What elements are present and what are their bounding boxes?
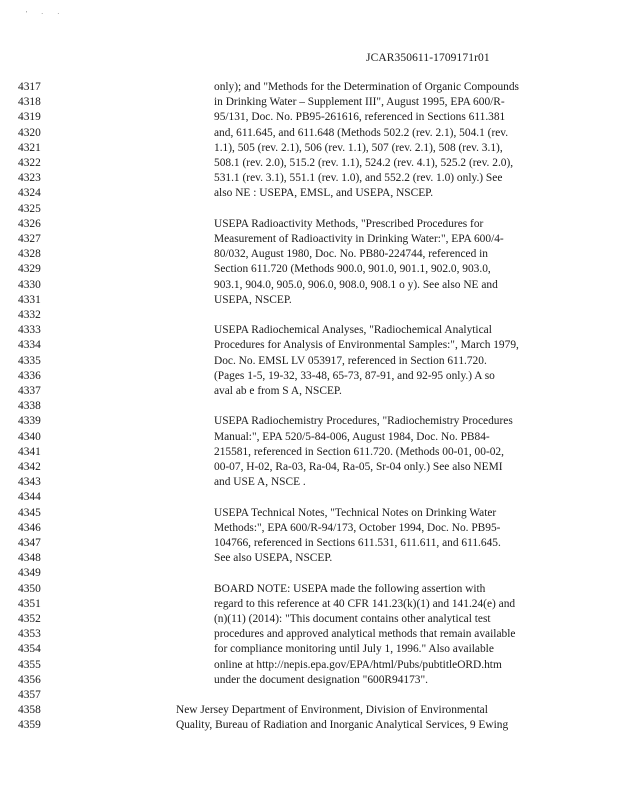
line-text: USEPA Radiochemistry Procedures, "Radiochemistry Procedures [214, 415, 513, 428]
line-number: 4350 [18, 582, 41, 595]
line-number: 4336 [18, 369, 41, 382]
line-text: for compliance monitoring until July 1, 1996." Also available [214, 643, 494, 656]
line-number: 4341 [18, 445, 41, 458]
line-text: 215581, referenced in Section 611.720. (Methods 00-01, 00-02, [214, 445, 504, 458]
line-text: USEPA Radioactivity Methods, "Prescribed Procedures for [214, 217, 484, 230]
line-number: 4351 [18, 597, 41, 610]
line-number: 4326 [18, 217, 41, 230]
line-number: 4346 [18, 521, 41, 534]
line-text: USEPA, NSCEP. [214, 293, 292, 306]
scan-marks: ' · · [26, 10, 66, 18]
line-number: 4324 [18, 187, 41, 200]
line-number: 4358 [18, 704, 41, 717]
line-number: 4319 [18, 111, 41, 124]
line-number: 4325 [18, 202, 41, 215]
line-text: 95/131, Doc. No. PB95-261616, referenced in Sections 611.381 [214, 111, 506, 124]
line-text: New Jersey Department of Environment, Division of Environmental [176, 704, 488, 717]
line-text: 531.1 (rev. 3.1), 551.1 (rev. 1.0), and 552.2 (rev. 1.0) only.) See [214, 172, 503, 185]
line-number: 4359 [18, 719, 41, 732]
line-number: 4328 [18, 248, 41, 261]
line-text: Procedures for Analysis of Environmental Samples:", March 1979, [214, 339, 519, 352]
line-number: 4342 [18, 461, 41, 473]
line-number: 4338 [18, 400, 41, 413]
line-text: Methods:", EPA 600/R-94/173, October 1994, Doc. No. PB95- [214, 521, 501, 534]
line-number: 4337 [18, 385, 41, 397]
line-number: 4331 [18, 293, 41, 306]
line-text: regard to this reference at 40 CFR 141.23(k)(1) and 141.24(e) and [214, 597, 516, 610]
line-text: (n)(11) (2014): "This document contains other analytical test [214, 613, 491, 625]
line-text: aval ab e from S A, NSCEP. [214, 385, 342, 397]
line-number: 4339 [18, 415, 41, 428]
line-text: Section 611.720 (Methods 900.0, 901.0, 901.1, 902.0, 903.0, [214, 263, 491, 276]
line-number: 4349 [18, 567, 41, 580]
line-number: 4327 [18, 233, 41, 245]
line-number: 4317 [18, 81, 41, 93]
line-number: 4323 [18, 172, 41, 185]
line-number: 4343 [18, 476, 41, 489]
line-number: 4332 [18, 309, 41, 321]
line-text: Manual:", EPA 520/5-84-006, August 1984, Doc. No. PB84- [214, 430, 490, 443]
line-text: Quality, Bureau of Radiation and Inorganic Analytical Services, 9 Ewing [176, 719, 509, 732]
line-number: 4318 [18, 96, 41, 109]
line-text: only); and "Methods for the Determination of Organic Compounds [214, 81, 519, 93]
line-number: 4335 [18, 354, 41, 367]
line-text: USEPA Radiochemical Analyses, "Radiochemical Analytical [214, 324, 492, 337]
line-text: and USE A, NSCE . [214, 476, 306, 489]
line-text: also NE : USEPA, EMSL, and USEPA, NSCEP. [214, 187, 434, 200]
line-number: 4333 [18, 324, 41, 337]
line-number: 4353 [18, 628, 41, 641]
document-id-header: JCAR350611-1709171r01 [366, 52, 490, 64]
line-text: under the document designation "600R94173". [214, 673, 428, 686]
line-text: (Pages 1-5, 19-32, 33-48, 65-73, 87-91, and 92-95 only.) A so [214, 369, 495, 382]
line-number: 4321 [18, 141, 41, 154]
line-number: 4357 [18, 689, 41, 701]
line-text: 80/032, August 1980, Doc. No. PB80-224744, referenced in [214, 248, 488, 261]
line-number: 4330 [18, 278, 41, 291]
line-number: 4345 [18, 506, 41, 519]
line-text: 903.1, 904.0, 905.0, 906.0, 908.0, 908.1 o y). See also NE and [214, 278, 498, 291]
line-number: 4354 [18, 643, 41, 656]
line-text: procedures and approved analytical methods that remain available [214, 628, 516, 641]
line-number: 4356 [18, 673, 41, 686]
line-text: online at http://nepis.epa.gov/EPA/html/Pubs/pubtitleORD.htm [214, 658, 502, 671]
line-text: 00-07, H-02, Ra-03, Ra-04, Ra-05, Sr-04 only.) See also NEMI [214, 461, 503, 473]
line-text: See also USEPA, NSCEP. [214, 552, 333, 565]
line-number: 4355 [18, 658, 41, 671]
line-text: and, 611.645, and 611.648 (Methods 502.2 (rev. 2.1), 504.1 (rev. [214, 126, 509, 139]
line-number: 4344 [18, 491, 41, 504]
line-text: Measurement of Radioactivity in Drinking Water:", EPA 600/4- [214, 233, 504, 245]
line-number: 4322 [18, 157, 41, 169]
line-number: 4334 [18, 339, 41, 352]
line-number: 4320 [18, 126, 41, 139]
line-text: 508.1 (rev. 2.0), 515.2 (rev. 1.1), 524.2 (rev. 4.1), 525.2 (rev. 2.0), [214, 157, 514, 169]
line-text: BOARD NOTE: USEPA made the following assertion with [214, 582, 486, 595]
line-text: in Drinking Water – Supplement III", August 1995, EPA 600/R- [214, 96, 505, 109]
line-text: USEPA Technical Notes, "Technical Notes on Drinking Water [214, 506, 497, 519]
line-number: 4347 [18, 537, 41, 549]
line-number: 4329 [18, 263, 41, 276]
line-number: 4352 [18, 613, 41, 625]
line-text: 1.1), 505 (rev. 2.1), 506 (rev. 1.1), 507 (rev. 2.1), 508 (rev. 3.1), [214, 141, 503, 154]
line-number: 4348 [18, 552, 41, 565]
line-number: 4340 [18, 430, 41, 443]
line-text: Doc. No. EMSL LV 053917, referenced in Section 611.720. [214, 354, 487, 367]
line-text: 104766, referenced in Sections 611.531, 611.611, and 611.645. [214, 537, 501, 549]
